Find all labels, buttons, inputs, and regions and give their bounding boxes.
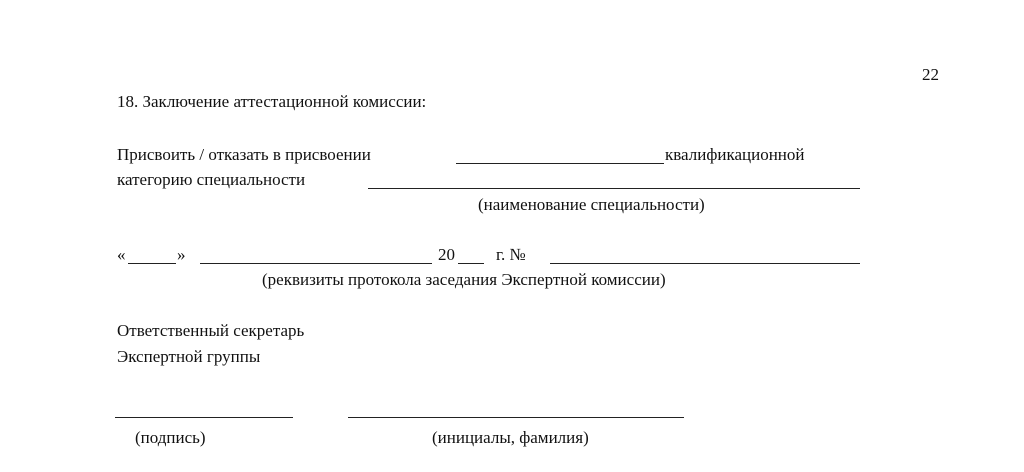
secretary-line1: Ответственный секретарь xyxy=(117,321,305,340)
year-blank-field[interactable] xyxy=(458,263,484,264)
protocol-number-blank-field[interactable] xyxy=(550,263,860,264)
month-blank-field[interactable] xyxy=(200,263,432,264)
signature-blank-field[interactable] xyxy=(115,417,293,418)
section-title: 18. Заключение аттестационной комиссии: xyxy=(117,92,427,111)
year-suffix: г. № xyxy=(496,245,526,264)
assignment-line2-prefix: категорию специальности xyxy=(117,170,306,189)
day-blank-field[interactable] xyxy=(128,263,176,264)
specialty-blank-field[interactable] xyxy=(368,188,860,189)
assignment-line1-suffix: квалификационной xyxy=(665,145,805,164)
name-blank-field[interactable] xyxy=(348,417,684,418)
assignment-line1-prefix: Присвоить / отказать в присвоении xyxy=(117,145,371,164)
year-prefix: 20 xyxy=(438,245,455,264)
specialty-caption: (наименование специальности) xyxy=(478,195,705,214)
signature-caption: (подпись) xyxy=(135,428,206,447)
category-blank-field[interactable] xyxy=(456,163,664,164)
name-caption: (инициалы, фамилия) xyxy=(432,428,589,447)
open-quote: « xyxy=(117,245,126,264)
close-quote: » xyxy=(177,245,186,264)
page-number: 22 xyxy=(922,65,939,84)
secretary-line2: Экспертной группы xyxy=(117,347,261,366)
protocol-caption: (реквизиты протокола заседания Экспертной комиссии) xyxy=(262,270,666,289)
